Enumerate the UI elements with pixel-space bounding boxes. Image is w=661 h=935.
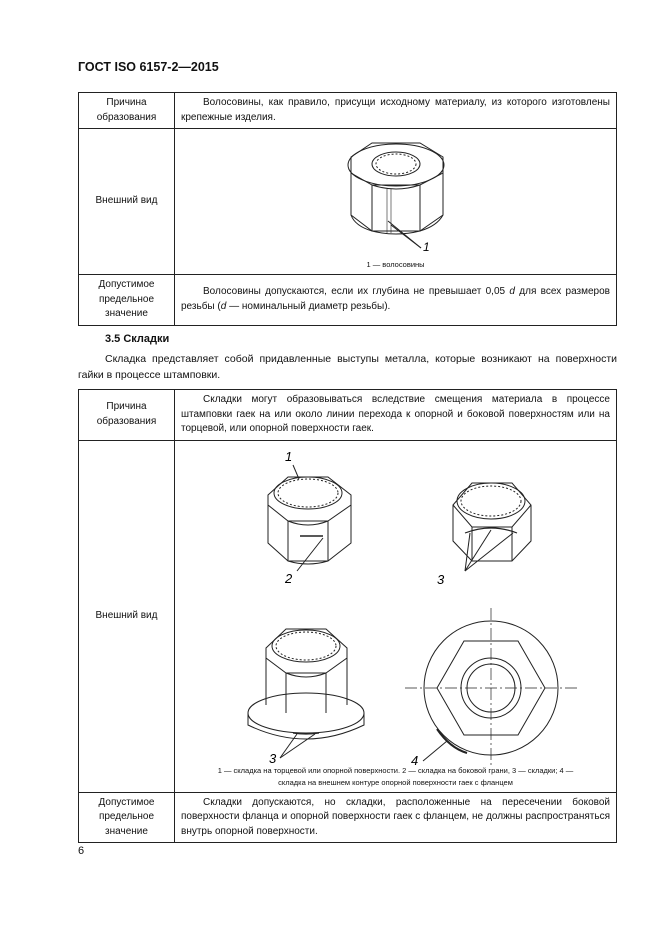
hairline-caption: 1 — волосовины (366, 259, 425, 269)
cause-label: Причина образования (79, 93, 175, 129)
callout-4: 4 (411, 753, 419, 765)
limit-text: Волосовины допускаются, если их глубина не превышает 0,05 d для всех размеров резьбы (d — номинальный диаметр резьбы). (175, 275, 617, 326)
hairline-nut-drawing (175, 133, 616, 259)
callout-3-left: 3 (269, 751, 277, 765)
callout-1: 1 (285, 449, 293, 464)
laps-figure-cell (175, 440, 617, 792)
hairline-figure-cell (175, 129, 617, 275)
cause-label: Причина образования (79, 390, 175, 441)
limit-text: Складки допускаются, но складки, расположенные на пересечении боковой поверхности фланца и опорной поверхности гаек с фланцем, не должны распространяться внутрь опорной поверхности. (175, 792, 617, 843)
laps-nut-drawings (175, 443, 616, 765)
limit-label: Допустимое предельное значение (79, 275, 175, 326)
laps-caption-line2: складка на внешнем контуре опорной поверхности гаек с фланцем (278, 778, 513, 787)
appearance-label: Внешний вид (79, 129, 175, 275)
appearance-label: Внешний вид (79, 440, 175, 792)
limit-label: Допустимое предельное значение (79, 792, 175, 843)
callout-3-right: 3 (437, 572, 445, 587)
cause-text: Волосовины, как правило, присущи исходному материалу, из которого изготовлены крепежные изделия. (175, 93, 617, 129)
laps-caption-line1: 1 — складка на торцевой или опорной поверхности. 2 — складка на боковой грани, 3 — складки; 4 — (217, 766, 574, 775)
hairline-table (78, 92, 617, 326)
section-paragraph: Складка представляет собой придавленные выступы металла, которые возникают на поверхности гайки в процессе штамповки. (78, 353, 617, 381)
document-header: ГОСТ ISO 6157-2—2015 (78, 60, 219, 74)
section-title: 3.5 Складки (105, 333, 170, 345)
callout-1: 1 (423, 239, 430, 254)
callout-2: 2 (285, 571, 293, 586)
laps-table (78, 389, 617, 843)
page-number: 6 (78, 845, 85, 857)
cause-text: Складки могут образовываться вследствие смещения материала в процессе штамповки гаек на или около линии перехода к опорной и боковой поверхностям или на торцевой, или опорной поверхности гаек. (175, 390, 617, 441)
